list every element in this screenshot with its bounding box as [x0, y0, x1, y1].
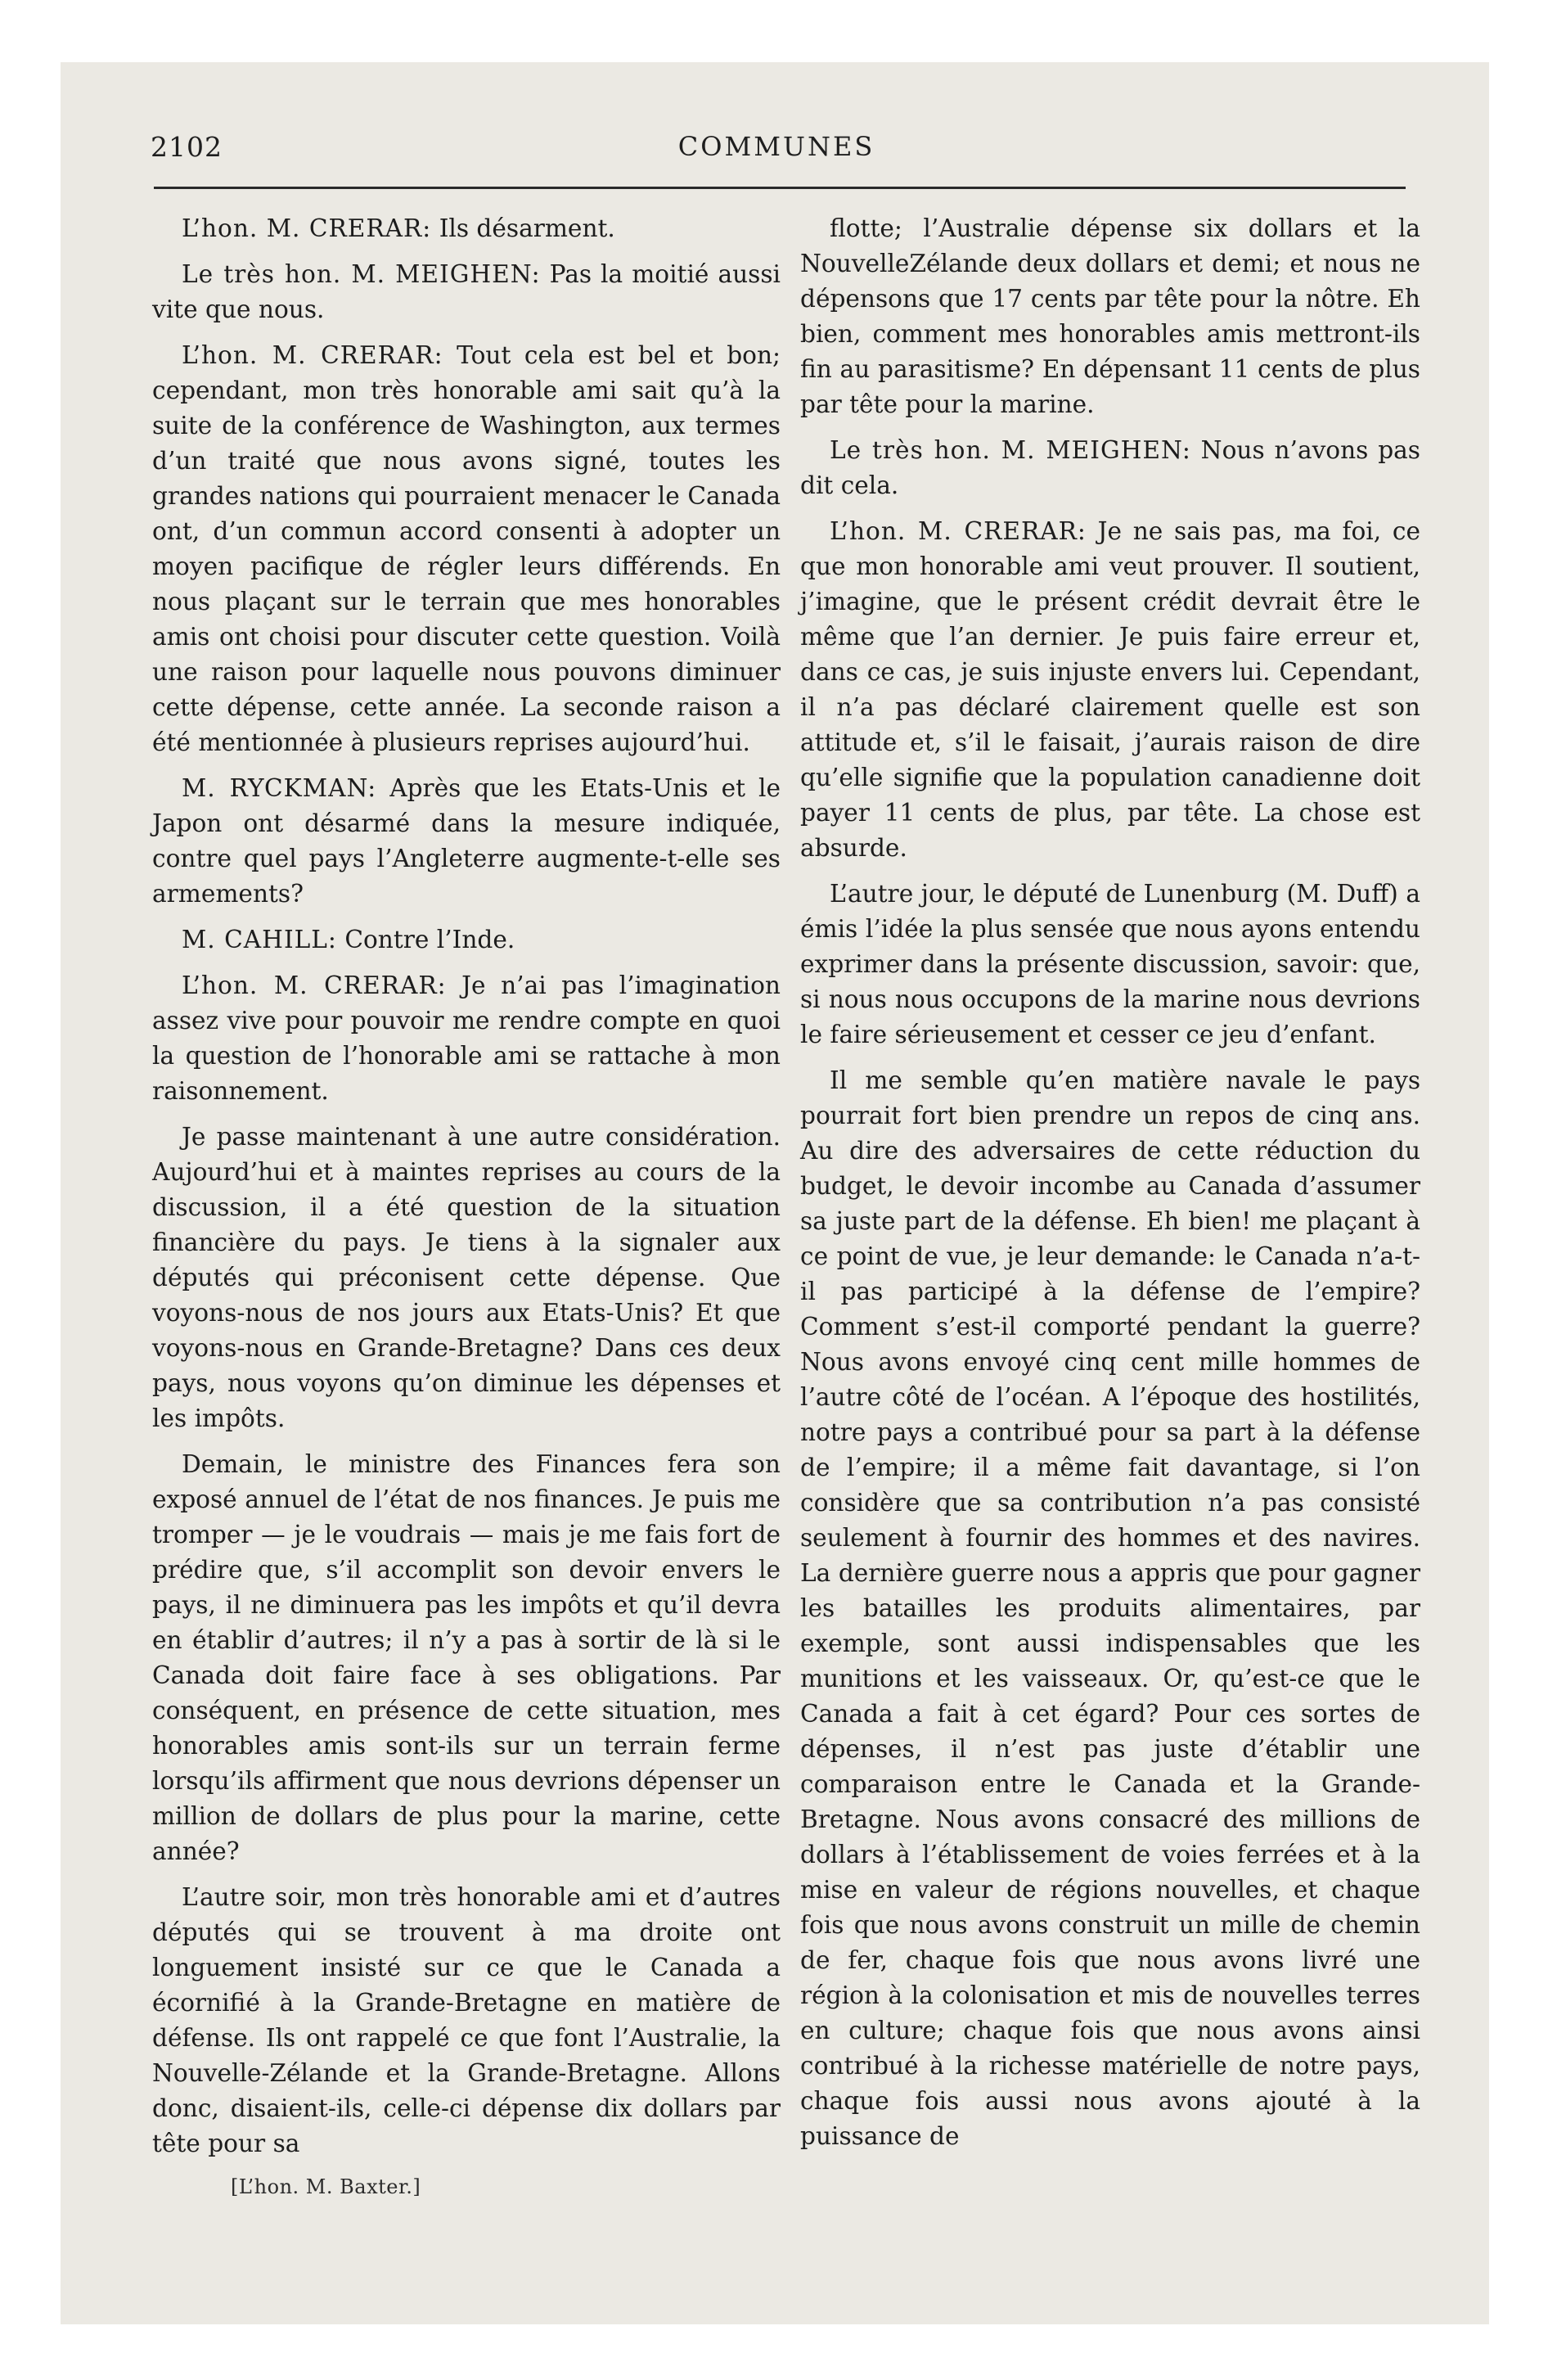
paragraph — [800, 1063, 1420, 2154]
paragraph-text: Tout cela est bel et bon; cependant, mon très honorable ami sait qu’à la suite de la conférence de Washington, aux termes d’un traité que nous avons signé, toutes les grandes nations qui pourraient menacer le Canada ont, d’un commun accord consenti à adopter un moyen pacifique de régler leurs différends. En nous plaçant sur le terrain que mes honorables amis ont choisi pour discuter cette question. Voilà une raison pour laquelle nous pouvons diminuer cette dépense, cette année. La seconde raison a été mentionnée à plusieurs reprises aujourd’hui. — [152, 341, 781, 756]
paragraph-text: Après que les Etats-Unis et le Japon ont désarmé dans la mesure indiquée, contre quel pays l’Angleterre augmente-t-elle ses armements? — [152, 774, 781, 908]
paragraph — [152, 211, 781, 246]
speaker-name: M. CAHILL: — [182, 926, 337, 953]
header-rule — [154, 187, 1406, 189]
paragraph-text: Je ne sais pas, ma foi, ce que mon honorable ami veut prouver. Il soutient, j’imagine, que le présent crédit devrait être le même que l’an dernier. Je puis faire erreur et, dans ce cas, je suis injuste envers lui. Cependant, il n’a pas déclaré clairement quelle est son attitude et, s’il le faisait, j’aurais raison de dire qu’elle signifie que la population canadienne doit payer 11 cents de plus, par tête. La chose est absurde. — [800, 517, 1420, 862]
speaker-name: L’hon. M. CRERAR: — [830, 517, 1087, 545]
speaker-name: Le très hon. M. MEIGHEN: — [182, 260, 541, 288]
paragraph-text: Il me semble qu’en matière navale le pays pourrait fort bien prendre un repos de cinq ans. Au dire des adversaires de cette réduction du budget, le devoir incombe au Canada d’assumer sa juste part de la défense. Eh bien! me plaçant à ce point de vue, je leur demande: le Canada n’a-t-il pas participé à la défense de l’empire? Comment s’est-il comporté pendant la guerre? Nous avons envoyé cinq cent mille hommes de l’autre côté de l’océan. A l’époque des hostilités, notre pays a contribué pour sa part à la défense de l’empire; il a même fait davantage, si l’on considère que sa contribution n’a pas consisté seulement à fournir des hommes et des navires. La dernière guerre nous a appris que pour gagner les batailles les produits alimentaires, par exemple, sont aussi indispensables que les munitions et les vaisseaux. Or, qu’est-ce que le Canada a fait à cet égard? Pour ces sortes de dépenses, il n’est pas juste d’établir une comparaison entre le Canada et la Grande-Bretagne. Nous avons consacré des millions de dollars à l’établissement de voies ferrées et à la mise en valeur de régions nouvelles, et chaque fois que nous avons construit un mille de chemin de fer, chaque fois que nous avons livré une région à la colonisation et mis de nouvelles terres en culture; chaque fois que nous avons ainsi contribué à la richesse matérielle de notre pays, chaque fois aussi nous avons ajouté à la puissance de — [800, 1066, 1420, 2150]
page-header — [151, 131, 1402, 180]
paragraph — [152, 771, 781, 912]
paragraph-text: Je n’ai pas l’imagination assez vive pour pouvoir me rendre compte en quoi la question de l’honorable ami se rattache à mon raisonnement. — [152, 971, 781, 1105]
speaker-name: L’hon. M. CRERAR: — [182, 341, 443, 369]
paragraph — [152, 1120, 781, 1436]
paragraph-text: flotte; l’Australie dépense six dollars et la NouvelleZélande deux dollars et demi; et nous ne dépensons que 17 cents par tête pour la nôtre. Eh bien, comment mes honorables amis mettront-ils fin au parasitisme? En dépensant 11 cents de plus par tête pour la marine. — [800, 214, 1420, 418]
right-column — [800, 211, 1420, 2165]
speaker-name: L’hon. M. CRERAR: — [182, 214, 432, 242]
paragraph — [152, 1447, 781, 1869]
speaker-name: L’hon. M. CRERAR: — [182, 971, 447, 999]
running-title: COMMUNES — [677, 131, 875, 162]
paragraph-text: Ils désarment. — [439, 214, 615, 242]
paragraph-text: Demain, le ministre des Finances fera son exposé annuel de l’état de nos finances. Je puis me tromper — je le voudrais — mais je me fais fort de prédire que, s’il accomplit son devoir envers le pays, il ne diminuera pas les impôts et qu’il devra en établir d’autres; il n’y a pas à sortir de là si le Canada doit faire face à ses obligations. Par conséquent, en présence de cette situation, mes honorables amis sont-ils sur un terrain ferme lorsqu’ils affirment que nous devrions dépenser un million de dollars de plus pour la marine, cette année? — [152, 1450, 781, 1865]
paragraph-text: L’autre soir, mon très honorable ami et d’autres députés qui se trouvent à ma droite ont longuement insisté sur ce que le Canada a écornifié à la Grande-Bretagne en matière de défense. Ils ont rappelé ce que font l’Australie, la Nouvelle-Zélande et la Grande-Bretagne. Allons donc, disaient-ils, celle-ci dépense dix dollars par tête pour sa — [152, 1883, 781, 2157]
paragraph — [800, 433, 1420, 503]
paragraph-text: Pas la moitié aussi vite que nous. — [152, 260, 781, 323]
paragraph — [152, 257, 781, 327]
speaker-attribution: [L’hon. M. Baxter.] — [231, 2175, 421, 2198]
paragraph — [800, 211, 1420, 422]
paragraph — [152, 922, 781, 958]
paragraph — [800, 514, 1420, 866]
paragraph-text: Contre l’Inde. — [344, 926, 515, 953]
page-number: 2102 — [151, 131, 223, 163]
speaker-name: M. RYCKMAN: — [182, 774, 377, 802]
paragraph-text: Nous n’avons pas dit cela. — [800, 436, 1420, 499]
paragraph-text: L’autre jour, le député de Lunenburg (M. Duff) a émis l’idée la plus sensée que nous ayons entendu exprimer dans la présente discussion, savoir: que, si nous nous occupons de la marine nous devrions le faire sérieusement et cesser ce jeu d’enfant. — [800, 880, 1420, 1048]
paragraph — [152, 968, 781, 1109]
left-column — [152, 211, 781, 2172]
paragraph — [800, 877, 1420, 1053]
paragraph — [152, 338, 781, 760]
speaker-name: Le très hon. M. MEIGHEN: — [830, 436, 1191, 464]
paragraph-text: Je passe maintenant à une autre considération. Aujourd’hui et à maintes reprises au cours de la discussion, il a été question de la situation financière du pays. Je tiens à la signaler aux députés qui préconisent cette dépense. Que voyons-nous de nos jours aux Etats-Unis? Et que voyons-nous en Grande-Bretagne? Dans ces deux pays, nous voyons qu’on diminue les dépenses et les impôts. — [152, 1123, 781, 1432]
paragraph — [152, 1880, 781, 2161]
